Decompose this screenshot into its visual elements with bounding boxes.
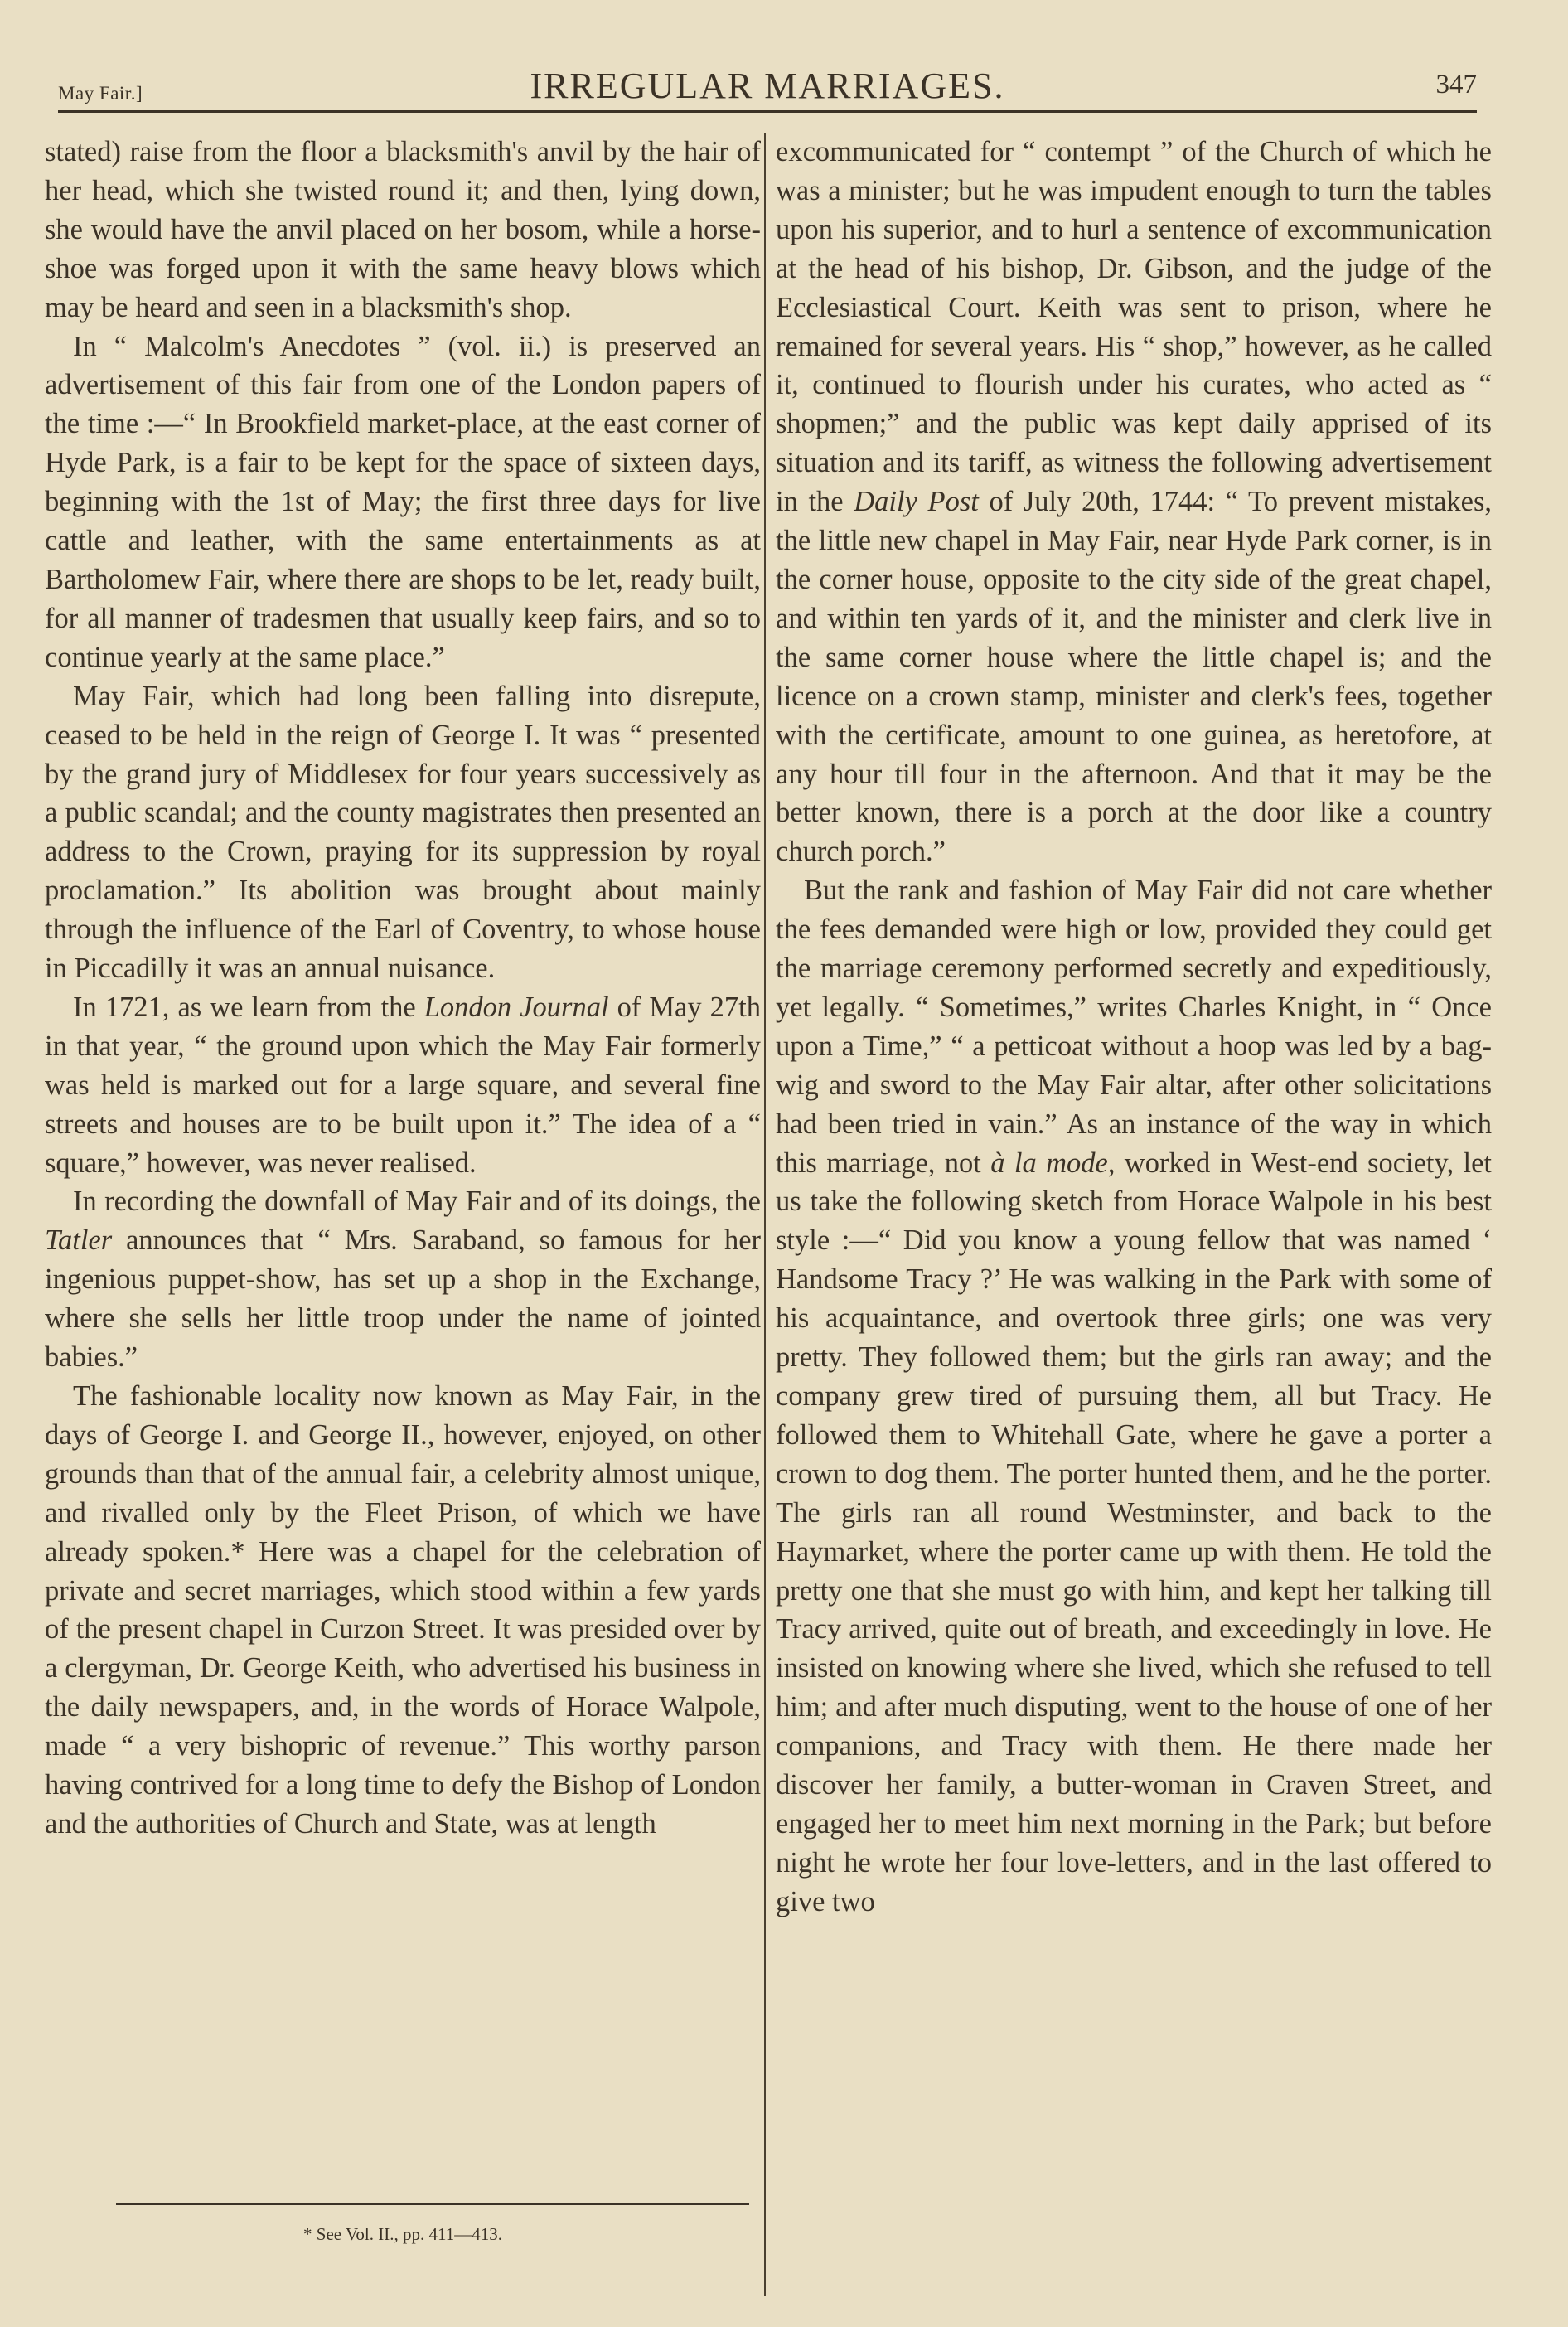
left-column — [45, 133, 761, 1844]
column-divider — [764, 133, 766, 2296]
paragraph: The fashionable locality now known as May Fair, in the days of George I. and George II., however, enjoyed, on other grounds than that of the annual fair, a celebrity almost unique, and rivalled only by the Fleet Prison, of which we have already spoken.* Here was a chapel for the celebration of private and secret marriages, which stood within a few yards of the present chapel in Curzon Street. It was presided over by a clergyman, Dr. George Keith, who advertised his business in the daily newspapers, and, in the words of Horace Walpole, made “ a very bishopric of revenue.” This worthy parson having contrived for a long time to defy the Bishop of London and the authorities of Church and State, was at length — [45, 1380, 761, 1840]
footnote-rule — [116, 2203, 749, 2205]
running-header — [58, 65, 1477, 114]
text-run: In 1721, as we learn from the — [73, 991, 424, 1023]
page-number: 347 — [1435, 70, 1477, 99]
header-rule — [58, 110, 1477, 113]
italic-title: London Journal — [423, 991, 609, 1023]
text-run: of May 27th in that year, “ the ground upon which the May Fair formerly was held is marked out for a large square, and several fine streets and houses are to be built upon it.” The idea of a “ square,” however, was never realised. — [45, 991, 761, 1179]
paragraph — [45, 1182, 761, 1377]
italic-title: Tatler — [45, 1224, 113, 1257]
text-run: of July 20th, 1744: “ To prevent mistakes, the little new chapel in May Fair, near Hyde Park corner, is in the corner house, opposite to the city side of the great chapel, and within ten yards of it, and the minister and clerk live in the same corner house where the little chapel is; and the licence on a crown stamp, minister and clerk's fees, together with the certificate, amount to one guinea, as heretofore, at any hour till four in the afternoon. And that it may be the better known, there is a porch at the door like a country church porch.” — [776, 486, 1493, 868]
italic-title: Daily Post — [854, 486, 979, 518]
paragraph: stated) raise from the floor a blacksmith's anvil by the hair of her head, which she twisted round it; and then, lying down, she would have the anvil placed on her bosom, while a horse-shoe was forged upon it with the same heavy blows which may be heard and seen in a blacksmith's shop. — [45, 136, 761, 323]
italic-phrase: à la mode — [990, 1147, 1108, 1179]
paragraph — [776, 871, 1492, 1921]
paragraph — [45, 988, 761, 1183]
text-run: In recording the downfall of May Fair and of its doings, the — [73, 1185, 761, 1218]
footnote: * See Vol. II., pp. 411—413. — [303, 2224, 502, 2244]
paragraph: May Fair, which had long been falling into disrepute, ceased to be held in the reign of George I. It was “ presented by the grand jury of Middlesex for four years successively as a public scandal; and the county magistrates then presented an address to the Crown, praying for its suppression by royal proclamation.” Its abolition was brought about mainly through the influence of the Earl of Coventry, to whose house in Piccadilly it was an annual nuisance. — [45, 680, 761, 985]
text-run: But the rank and fashion of May Fair did not care whether the fees demanded were high or low, provided they could get the marriage ceremony performed secretly and expeditiously, yet legally. “ Sometimes,” writes Charles Knight, in “ Once upon a Time,” “ a petticoat without a hoop was led by a bag-wig and sword to the May Fair altar, after other solicitations had been tried in vain.” As an instance of the way in which this marriage, not — [776, 875, 1492, 1179]
page-title: IRREGULAR MARRIAGES. — [530, 65, 1005, 106]
right-column — [776, 133, 1492, 1922]
text-run: excommunicated for “ contempt ” of the Church of which he was a minister; but he was impudent enough to turn the tables upon his superior, and to hurl a sentence of excommunication at the head of his bishop, Dr. Gibson, and the judge of the Ecclesiastical Court. Keith was sent to prison, where he remained for several years. His “ shop,” however, as he called it, continued to flourish under his curates, who acted as “ shopmen;” and the public was kept daily apprised of its situation and its tariff, as witness the following advertisement in the — [776, 136, 1492, 518]
paragraph: In “ Malcolm's Anecdotes ” (vol. ii.) is preserved an advertisement of this fair from one of the London papers of the time :—“ In Brookfield market-place, at the east corner of Hyde Park, is a fair to be kept for the space of sixteen days, beginning with the 1st of May; the first three days for live cattle and leather, with the same entertainments as at Bartholomew Fair, where there are shops to be let, ready built, for all manner of tradesmen that usually keep fairs, and so to continue yearly at the same place.” — [45, 330, 761, 673]
text-run: announces that “ Mrs. Saraband, so famous for her ingenious puppet-show, has set up a shop in the Exchange, where she sells her little troop under the name of jointed babies.” — [45, 1224, 761, 1374]
section-label: May Fair.] — [58, 83, 143, 104]
paragraph — [776, 133, 1492, 871]
text-run: , worked in West-end society, let us take the following sketch from Horace Walpole in his best style :—“ Did you know a young fellow that was named ‘ Handsome Tracy ?’ He was walking in the Park with some of his acquaintance, and overtook three girls; one was very pretty. They followed them; but the girls ran away; and the company grew tired of pursuing them, all but Tracy. He followed them to Whitehall Gate, where he gave a porter a crown to dog them. The porter hunted them, and he the porter. The girls ran all round Westminster, and back to the Haymarket, where the porter came up with them. He told the pretty one that she must go with him, and kept her talking till Tracy arrived, quite out of breath, and exceedingly in love. He insisted on knowing where she lived, which she refused to tell him; and after much disputing, went to the house of one of her companions, and Tracy with them. He there made her discover her family, a butter-woman in Craven Street, and engaged her to meet him next morning in the Park; but before night he wrote her four love-letters, and in the last offered to give two — [776, 1147, 1492, 1917]
